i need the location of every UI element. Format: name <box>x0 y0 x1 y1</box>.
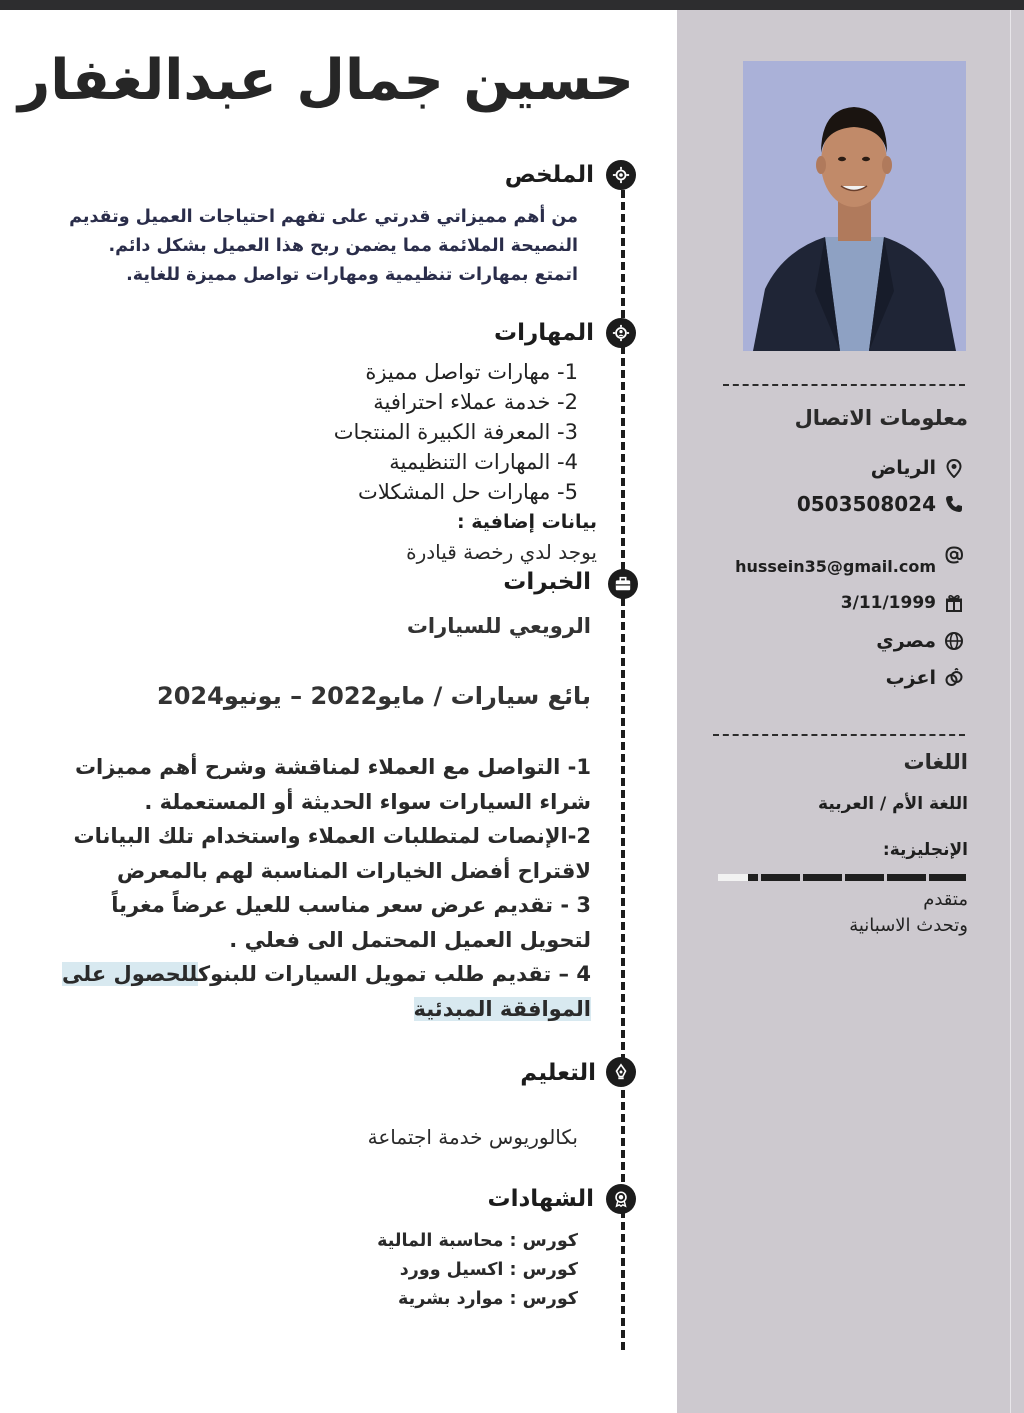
summary-line: اتمتع بمهارات تنظيمية ومهارات تواصل مميزة للغاية. <box>126 265 578 285</box>
certificates-title: الشهادات <box>487 1186 594 1212</box>
timeline-line <box>621 190 625 1350</box>
list-item: كورس : محاسبة المالية <box>377 1231 578 1251</box>
summary-line: من أهم مميزاتي قدرتي على تفهم احتياجات العميل وتقديم <box>69 207 578 227</box>
education-title: التعليم <box>520 1060 596 1086</box>
duty-line: 2-الإنصات لمتطلبات العملاء واستخدام تلك البيانات <box>73 824 591 848</box>
candidate-name: حسين جمال عبدالغفار <box>18 48 634 113</box>
certificates-list <box>377 1227 578 1314</box>
contact-city <box>871 457 964 479</box>
skills-icon <box>606 318 636 348</box>
city-text: الرياض <box>870 457 936 479</box>
summary-title: الملخص <box>504 162 594 188</box>
status-text: اعزب <box>885 667 936 689</box>
list-item: كورس : اكسيل وورد <box>399 1260 578 1280</box>
degree-text: بكالوريوس خدمة اجتماعة <box>367 1125 578 1149</box>
english-label: الإنجليزية: <box>882 840 968 860</box>
skills-title: المهارات <box>494 320 594 346</box>
pen-icon <box>606 1057 636 1087</box>
email-text: hussein35@gmail.com <box>735 557 936 576</box>
highlighted-text: للحصول على <box>62 962 198 986</box>
list-item: 1- مهارات تواصل مميزة <box>365 360 578 384</box>
duties-list <box>62 750 591 1026</box>
sidebar-divider <box>713 734 965 736</box>
extra-info-title: بيانات إضافية : <box>457 511 597 533</box>
summary-line: النصيحة الملائمة مما يضمن ربح هذا العميل بشكل دائم. <box>108 236 578 256</box>
native-language: اللغة الأم / العربية <box>818 794 968 814</box>
highlighted-text: الموافقة المبدئية <box>413 996 591 1021</box>
gift-icon <box>944 593 964 613</box>
list-item: 4- المهارات التنظيمية <box>389 450 578 474</box>
languages-title: اللغات <box>903 750 968 774</box>
location-pin-icon <box>944 458 964 478</box>
nationality-text: مصري <box>876 630 936 652</box>
sidebar-divider <box>723 384 965 386</box>
rings-icon <box>944 668 964 688</box>
level-separators <box>718 870 968 884</box>
duty-line: لتحويل العميل المحتمل الى فعلي . <box>229 927 591 952</box>
top-bar <box>0 0 1024 10</box>
extra-info-text: يوجد لدي رخصة قيادرة <box>406 540 597 564</box>
phone-icon <box>944 494 964 514</box>
duty-line: لاقتراح أفضل الخيارات المناسبة لهم بالمعرض <box>116 858 591 883</box>
list-item: 2- خدمة عملاء احترافية <box>373 390 578 414</box>
duty-line <box>71 992 591 1027</box>
phone-text: 0503508024 <box>796 492 936 516</box>
sidebar-edge-line <box>1010 10 1011 1413</box>
other-language-text: وتحدث الاسبانية <box>849 915 968 936</box>
contact-status <box>886 667 964 689</box>
duty-line: شراء السيارات سواء الحديثة أو المستعملة . <box>144 789 591 814</box>
job-title: بائع سيارات / مايو2022 – يونيو2024 <box>157 682 591 710</box>
duty-text: 4 – تقديم طلب تمويل السيارات للبنوك <box>197 962 591 986</box>
at-sign-icon <box>944 545 964 565</box>
english-level-text: متقدم <box>923 889 968 910</box>
list-item: كورس : موارد بشرية <box>398 1289 578 1309</box>
globe-icon <box>944 631 964 651</box>
skills-list <box>334 357 578 507</box>
contact-title: معلومات الاتصال <box>794 406 968 430</box>
experience-title: الخبرات <box>503 569 591 595</box>
duty-line: 1- التواصل مع العملاء لمناقشة وشرح أهم مميزات <box>74 755 591 779</box>
list-item: 5- مهارات حل المشكلات <box>358 480 578 504</box>
summary-text <box>69 203 578 290</box>
list-item: 3- المعرفة الكبيرة المنتجات <box>333 420 578 444</box>
briefcase-icon <box>608 569 638 599</box>
contact-email <box>735 545 964 576</box>
contact-phone <box>797 492 964 516</box>
company-name: الرويعي للسيارات <box>406 614 591 638</box>
contact-nationality <box>876 630 964 652</box>
duty-line <box>62 957 591 992</box>
award-icon <box>606 1184 636 1214</box>
duty-line: 3 - تقديم عرض سعر مناسب للعيل عرضاً مغرياً <box>111 893 591 917</box>
contact-birthdate <box>841 593 964 613</box>
birthdate-text: 3/11/1999 <box>840 593 936 613</box>
summary-icon <box>606 160 636 190</box>
profile-photo <box>743 61 966 351</box>
